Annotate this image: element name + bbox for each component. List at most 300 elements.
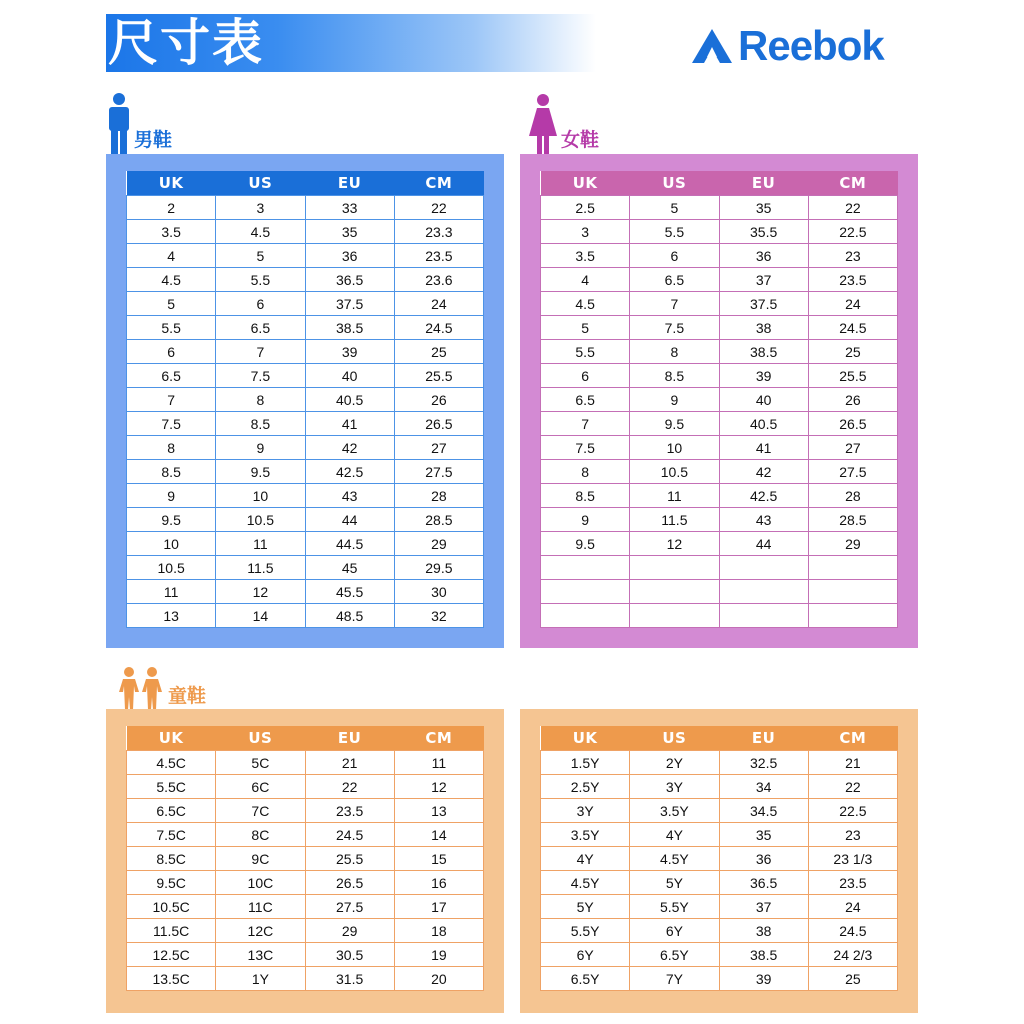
table-cell-us: 8.5 — [216, 412, 305, 436]
table-row — [541, 436, 898, 460]
table-cell-cm: 25 — [808, 340, 897, 364]
table-cell-eu: 44.5 — [305, 532, 394, 556]
table-cell-cm: 19 — [394, 943, 483, 967]
table-cell-us: 2Y — [630, 751, 719, 775]
table-cell-eu: 33 — [305, 196, 394, 220]
table-cell-cm: 25 — [394, 340, 483, 364]
table-row — [541, 388, 898, 412]
table-cell-cm: 27.5 — [394, 460, 483, 484]
table-cell-us: 14 — [216, 604, 305, 628]
column-header-eu: EU — [719, 726, 808, 751]
table-cell-cm: 13 — [394, 799, 483, 823]
brand-name: Reebok — [738, 22, 884, 69]
table-cell-uk: 5.5 — [127, 316, 216, 340]
table-cell-uk: 5.5Y — [541, 919, 630, 943]
table-cell-us: 11 — [216, 532, 305, 556]
table-cell-cm: 21 — [808, 751, 897, 775]
table-cell-eu — [719, 556, 808, 580]
table-cell-uk: 2.5 — [541, 196, 630, 220]
table-cell-eu: 25.5 — [305, 847, 394, 871]
table-cell-us: 10C — [216, 871, 305, 895]
table-cell-eu: 23.5 — [305, 799, 394, 823]
table-cell-cm: 24.5 — [394, 316, 483, 340]
table-cell-cm: 24.5 — [808, 316, 897, 340]
table-cell-cm: 18 — [394, 919, 483, 943]
table-cell-us: 5Y — [630, 871, 719, 895]
table-cell-us: 9C — [216, 847, 305, 871]
table-row — [127, 823, 484, 847]
table-cell-uk — [541, 580, 630, 604]
table-cell-us: 9 — [630, 388, 719, 412]
table-cell-uk: 4.5 — [541, 292, 630, 316]
table-cell-uk: 4Y — [541, 847, 630, 871]
table-cell-eu: 36.5 — [305, 268, 394, 292]
table-row — [541, 847, 898, 871]
column-header-uk: UK — [541, 171, 630, 196]
table-row — [541, 196, 898, 220]
table-row — [127, 799, 484, 823]
table-cell-cm: 24 2/3 — [808, 943, 897, 967]
table-row — [127, 919, 484, 943]
table-row — [541, 943, 898, 967]
table-cell-us: 9 — [216, 436, 305, 460]
table-cell-eu: 35 — [305, 220, 394, 244]
table-cell-uk: 9 — [127, 484, 216, 508]
table-cell-uk: 8 — [541, 460, 630, 484]
table-cell-eu: 34.5 — [719, 799, 808, 823]
table-row — [541, 895, 898, 919]
table-cell-us: 7.5 — [216, 364, 305, 388]
table-row — [541, 532, 898, 556]
table-cell-uk: 7.5 — [127, 412, 216, 436]
table-cell-eu: 39 — [719, 967, 808, 991]
table-cell-cm: 29 — [394, 532, 483, 556]
table-row — [541, 919, 898, 943]
table-cell-uk: 13 — [127, 604, 216, 628]
table-cell-eu: 22 — [305, 775, 394, 799]
table-cell-uk: 12.5C — [127, 943, 216, 967]
table-row — [541, 751, 898, 775]
table-cell-eu: 38.5 — [305, 316, 394, 340]
table-cell-us: 5 — [216, 244, 305, 268]
table-cell-eu: 34 — [719, 775, 808, 799]
table-cell-eu: 41 — [719, 436, 808, 460]
table-cell-us: 7 — [216, 340, 305, 364]
table-cell-eu — [719, 604, 808, 628]
table-row — [127, 751, 484, 775]
table-cell-eu: 21 — [305, 751, 394, 775]
table-cell-uk — [541, 604, 630, 628]
table-cell-uk: 3.5Y — [541, 823, 630, 847]
table-cell-uk: 8.5 — [541, 484, 630, 508]
table-cell-eu: 31.5 — [305, 967, 394, 991]
table-cell-eu: 37 — [719, 895, 808, 919]
table-cell-uk: 6.5C — [127, 799, 216, 823]
table-cell-cm: 26 — [394, 388, 483, 412]
column-header-eu: EU — [305, 171, 394, 196]
table-cell-cm: 28.5 — [394, 508, 483, 532]
table-cell-us: 11.5 — [630, 508, 719, 532]
table-row — [541, 292, 898, 316]
table-cell-eu: 36 — [719, 244, 808, 268]
table-cell-uk: 2.5Y — [541, 775, 630, 799]
table-cell-us: 12 — [216, 580, 305, 604]
table-cell-uk: 4.5 — [127, 268, 216, 292]
table-cell-eu: 38.5 — [719, 340, 808, 364]
table-cell-cm: 24.5 — [808, 919, 897, 943]
table-row — [541, 604, 898, 628]
table-cell-cm: 25.5 — [808, 364, 897, 388]
table-cell-eu: 37 — [719, 268, 808, 292]
table-cell-us: 7.5 — [630, 316, 719, 340]
column-header-cm: CM — [394, 726, 483, 751]
table-row — [541, 580, 898, 604]
table-row — [127, 604, 484, 628]
table-cell-us: 3 — [216, 196, 305, 220]
table-cell-us: 6C — [216, 775, 305, 799]
table-cell-cm: 28.5 — [808, 508, 897, 532]
column-header-uk: UK — [127, 726, 216, 751]
table-header-row — [127, 726, 484, 751]
column-header-cm: CM — [394, 171, 483, 196]
table-cell-eu: 42.5 — [719, 484, 808, 508]
table-cell-cm: 28 — [808, 484, 897, 508]
table-cell-us: 1Y — [216, 967, 305, 991]
table-cell-eu — [719, 580, 808, 604]
table-header-row — [127, 171, 484, 196]
table-header-row — [541, 171, 898, 196]
table-cell-cm: 29 — [808, 532, 897, 556]
table-cell-eu: 48.5 — [305, 604, 394, 628]
table-row — [127, 196, 484, 220]
table-cell-eu: 36 — [719, 847, 808, 871]
men-label: 男鞋 — [134, 129, 173, 151]
table-cell-cm: 11 — [394, 751, 483, 775]
table-cell-us: 5C — [216, 751, 305, 775]
table-cell-uk: 6Y — [541, 943, 630, 967]
table-cell-eu: 35 — [719, 196, 808, 220]
table-row — [127, 268, 484, 292]
table-cell-uk: 10.5 — [127, 556, 216, 580]
table-cell-uk: 4.5Y — [541, 871, 630, 895]
table-cell-uk: 8.5C — [127, 847, 216, 871]
column-header-us: US — [216, 726, 305, 751]
table-cell-uk: 4 — [127, 244, 216, 268]
table-cell-us: 8.5 — [630, 364, 719, 388]
table-cell-eu: 41 — [305, 412, 394, 436]
table-row — [127, 484, 484, 508]
table-cell-us: 5.5 — [216, 268, 305, 292]
table-cell-us: 11.5 — [216, 556, 305, 580]
table-cell-eu: 27.5 — [305, 895, 394, 919]
table-row — [127, 388, 484, 412]
table-cell-uk — [541, 556, 630, 580]
table-cell-cm: 16 — [394, 871, 483, 895]
table-cell-uk: 6.5 — [541, 388, 630, 412]
table-cell-eu: 38.5 — [719, 943, 808, 967]
table-cell-cm: 27.5 — [808, 460, 897, 484]
column-header-eu: EU — [305, 726, 394, 751]
reebok-delta-icon — [690, 27, 734, 65]
table-row — [127, 220, 484, 244]
table-cell-eu: 44 — [719, 532, 808, 556]
table-cell-cm: 29.5 — [394, 556, 483, 580]
table-cell-us: 8 — [216, 388, 305, 412]
table-cell-uk: 4 — [541, 268, 630, 292]
table-row — [541, 316, 898, 340]
table-cell-cm: 26.5 — [808, 412, 897, 436]
table-cell-eu: 40 — [719, 388, 808, 412]
table-row — [127, 580, 484, 604]
table-cell-uk: 7.5 — [541, 436, 630, 460]
table-cell-cm: 23.5 — [394, 244, 483, 268]
table-cell-us: 3Y — [630, 775, 719, 799]
table-cell-eu: 39 — [305, 340, 394, 364]
table-cell-eu: 26.5 — [305, 871, 394, 895]
table-cell-uk: 9.5 — [541, 532, 630, 556]
table-cell-cm: 25.5 — [394, 364, 483, 388]
table-cell-cm: 23.3 — [394, 220, 483, 244]
table-cell-uk: 7 — [127, 388, 216, 412]
table-row — [541, 268, 898, 292]
table-cell-eu: 44 — [305, 508, 394, 532]
table-row — [541, 340, 898, 364]
table-cell-eu: 40 — [305, 364, 394, 388]
table-row — [127, 871, 484, 895]
table-cell-us: 7Y — [630, 967, 719, 991]
table-cell-us: 5.5Y — [630, 895, 719, 919]
table-cell-us: 6 — [216, 292, 305, 316]
table-row — [127, 532, 484, 556]
man-icon — [106, 92, 132, 154]
table-row — [127, 340, 484, 364]
table-cell-cm: 22.5 — [808, 799, 897, 823]
table-cell-uk: 10 — [127, 532, 216, 556]
table-cell-us: 13C — [216, 943, 305, 967]
table-cell-cm: 22 — [394, 196, 483, 220]
table-cell-uk: 3 — [541, 220, 630, 244]
table-cell-uk: 5 — [541, 316, 630, 340]
column-header-cm: CM — [808, 726, 897, 751]
reebok-logo — [690, 24, 884, 68]
table-cell-cm: 20 — [394, 967, 483, 991]
table-cell-us: 4Y — [630, 823, 719, 847]
column-header-eu: EU — [719, 171, 808, 196]
table-cell-us — [630, 604, 719, 628]
table-row — [541, 220, 898, 244]
table-cell-cm: 27 — [394, 436, 483, 460]
table-cell-cm: 26.5 — [394, 412, 483, 436]
table-cell-us: 7C — [216, 799, 305, 823]
table-row — [127, 292, 484, 316]
table-cell-us: 12C — [216, 919, 305, 943]
table-cell-us: 5.5 — [630, 220, 719, 244]
table-cell-eu: 42.5 — [305, 460, 394, 484]
table-row — [541, 484, 898, 508]
table-cell-eu: 45 — [305, 556, 394, 580]
table-cell-us: 6 — [630, 244, 719, 268]
table-row — [127, 412, 484, 436]
table-cell-eu: 36 — [305, 244, 394, 268]
table-cell-us: 6.5Y — [630, 943, 719, 967]
table-cell-us: 3.5Y — [630, 799, 719, 823]
table-cell-uk: 9.5 — [127, 508, 216, 532]
table-cell-uk: 11.5C — [127, 919, 216, 943]
table-row — [541, 556, 898, 580]
table-cell-cm: 22 — [808, 196, 897, 220]
column-header-cm: CM — [808, 171, 897, 196]
table-cell-us: 12 — [630, 532, 719, 556]
table-cell-cm: 27 — [808, 436, 897, 460]
table-cell-eu: 24.5 — [305, 823, 394, 847]
table-row — [127, 556, 484, 580]
table-row — [541, 508, 898, 532]
table-cell-us: 7 — [630, 292, 719, 316]
table-cell-cm: 24 — [808, 292, 897, 316]
table-cell-cm: 22.5 — [808, 220, 897, 244]
table-cell-us: 4.5Y — [630, 847, 719, 871]
table-row — [127, 895, 484, 919]
table-cell-us — [630, 580, 719, 604]
column-header-us: US — [630, 726, 719, 751]
table-row — [541, 460, 898, 484]
table-row — [127, 436, 484, 460]
table-cell-us: 5 — [630, 196, 719, 220]
table-cell-eu: 42 — [719, 460, 808, 484]
table-cell-eu: 38 — [719, 316, 808, 340]
column-header-uk: UK — [127, 171, 216, 196]
table-cell-uk: 13.5C — [127, 967, 216, 991]
table-cell-eu: 37.5 — [305, 292, 394, 316]
table-cell-cm — [808, 556, 897, 580]
kids-section-header — [116, 666, 206, 710]
table-cell-us: 10.5 — [216, 508, 305, 532]
table-cell-us: 10 — [630, 436, 719, 460]
table-row — [541, 244, 898, 268]
table-cell-cm: 22 — [808, 775, 897, 799]
table-cell-cm: 23.5 — [808, 268, 897, 292]
table-row — [127, 967, 484, 991]
table-cell-us: 8 — [630, 340, 719, 364]
table-row — [541, 823, 898, 847]
table-cell-uk: 4.5C — [127, 751, 216, 775]
kids-size-table-right — [540, 726, 898, 991]
men-size-table — [126, 171, 484, 628]
women-label: 女鞋 — [561, 129, 600, 151]
table-row — [127, 847, 484, 871]
table-cell-uk: 5 — [127, 292, 216, 316]
table-cell-cm: 17 — [394, 895, 483, 919]
table-cell-cm: 32 — [394, 604, 483, 628]
table-row — [541, 775, 898, 799]
table-cell-cm: 23.5 — [808, 871, 897, 895]
table-cell-eu: 40.5 — [719, 412, 808, 436]
table-cell-cm: 15 — [394, 847, 483, 871]
table-cell-cm: 28 — [394, 484, 483, 508]
women-section-header — [527, 92, 599, 154]
table-row — [541, 967, 898, 991]
table-cell-uk: 10.5C — [127, 895, 216, 919]
table-cell-eu: 43 — [305, 484, 394, 508]
table-cell-uk: 8.5 — [127, 460, 216, 484]
table-header-row — [541, 726, 898, 751]
table-cell-uk: 6.5 — [127, 364, 216, 388]
table-cell-eu: 45.5 — [305, 580, 394, 604]
column-header-uk: UK — [541, 726, 630, 751]
table-cell-eu: 43 — [719, 508, 808, 532]
table-cell-eu: 35.5 — [719, 220, 808, 244]
table-cell-eu: 37.5 — [719, 292, 808, 316]
table-cell-uk: 7 — [541, 412, 630, 436]
table-cell-us: 9.5 — [216, 460, 305, 484]
table-cell-cm: 25 — [808, 967, 897, 991]
table-cell-eu: 36.5 — [719, 871, 808, 895]
women-size-table — [540, 171, 898, 628]
table-cell-us — [630, 556, 719, 580]
table-cell-uk: 6 — [541, 364, 630, 388]
table-cell-uk: 3.5 — [127, 220, 216, 244]
table-row — [541, 364, 898, 388]
table-cell-uk: 11 — [127, 580, 216, 604]
table-cell-cm: 23.6 — [394, 268, 483, 292]
table-cell-cm — [808, 580, 897, 604]
column-header-us: US — [216, 171, 305, 196]
table-cell-uk: 9 — [541, 508, 630, 532]
table-row — [127, 460, 484, 484]
table-cell-uk: 8 — [127, 436, 216, 460]
table-cell-cm: 23 1/3 — [808, 847, 897, 871]
table-cell-uk: 3.5 — [541, 244, 630, 268]
table-cell-uk: 5.5 — [541, 340, 630, 364]
table-cell-uk: 5.5C — [127, 775, 216, 799]
table-cell-cm: 12 — [394, 775, 483, 799]
table-cell-eu: 35 — [719, 823, 808, 847]
kids-size-table-left — [126, 726, 484, 991]
table-cell-uk: 6.5Y — [541, 967, 630, 991]
table-row — [127, 508, 484, 532]
table-cell-eu: 29 — [305, 919, 394, 943]
table-cell-eu: 30.5 — [305, 943, 394, 967]
table-row — [541, 799, 898, 823]
table-cell-us: 6Y — [630, 919, 719, 943]
table-cell-us: 10 — [216, 484, 305, 508]
table-cell-us: 4.5 — [216, 220, 305, 244]
table-cell-eu: 42 — [305, 436, 394, 460]
table-cell-uk: 5Y — [541, 895, 630, 919]
table-cell-us: 8C — [216, 823, 305, 847]
table-cell-eu: 40.5 — [305, 388, 394, 412]
table-cell-cm: 14 — [394, 823, 483, 847]
table-cell-uk: 9.5C — [127, 871, 216, 895]
table-cell-eu: 32.5 — [719, 751, 808, 775]
table-row — [127, 364, 484, 388]
table-cell-us: 10.5 — [630, 460, 719, 484]
table-row — [127, 775, 484, 799]
table-cell-cm: 23 — [808, 244, 897, 268]
table-cell-eu: 39 — [719, 364, 808, 388]
table-cell-uk: 3Y — [541, 799, 630, 823]
table-cell-cm: 24 — [394, 292, 483, 316]
table-cell-us: 11 — [630, 484, 719, 508]
column-header-us: US — [630, 171, 719, 196]
table-cell-us: 11C — [216, 895, 305, 919]
table-cell-cm: 26 — [808, 388, 897, 412]
table-cell-us: 9.5 — [630, 412, 719, 436]
table-cell-uk: 1.5Y — [541, 751, 630, 775]
page-title: 尺寸表 — [108, 14, 264, 72]
table-row — [127, 244, 484, 268]
table-cell-uk: 6 — [127, 340, 216, 364]
